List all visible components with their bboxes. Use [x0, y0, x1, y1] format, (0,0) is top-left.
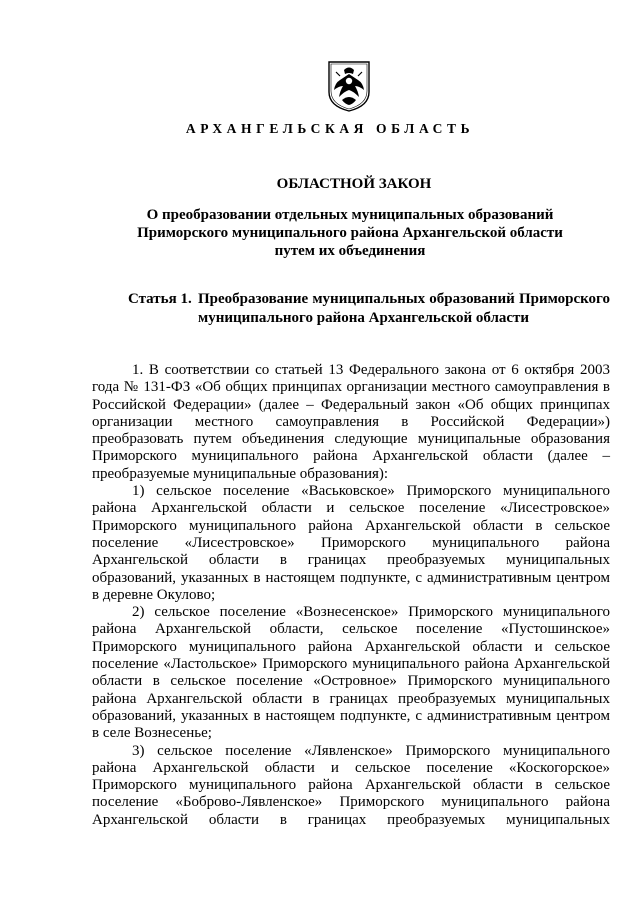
coat-of-arms-icon	[326, 60, 372, 112]
paragraph: 1. В соответствии со статьей 13 Федерального закона от 6 октября 2003 года № 131-ФЗ «Об общих принципах организации местного самоуправления в Российской Федерации» (далее – Федеральный закон «Об общих принципах организации местного самоуправления в Российской Федерации») преобразовать путем объединения следующие муниципальные образования Приморского муниципального района Архангельской области (далее – преобразуемые муниципальные образования):	[92, 362, 610, 482]
article-title: Преобразование муниципальных образований Приморского муниципального района Архангельской области	[198, 291, 610, 326]
law-title-line: путем их объединения	[274, 243, 426, 259]
law-title-line: О преобразовании отдельных муниципальных образований	[146, 207, 554, 223]
law-title-line: Приморского муниципального района Архангельской области	[137, 225, 563, 241]
paragraph: 3) сельское поселение «Лявленское» Приморского муниципального района Архангельской области и сельское поселение «Коскогорское» Приморского муниципального района Архангельской области в сельское поселение «Боброво-Лявленское» Приморского муниципального района Архангельской области в границах преобразуемых муниципальных	[92, 742, 610, 828]
region-name: АРХАНГЕЛЬСКАЯ ОБЛАСТЬ	[185, 121, 475, 136]
article-number: Статья 1.	[128, 291, 192, 307]
law-type: ОБЛАСТНОЙ ЗАКОН	[276, 176, 432, 192]
paragraph: 1) сельское поселение «Васьковское» Приморского муниципального района Архангельской области и сельское поселение «Лисестровское» Приморского муниципального района Архангельской области в сельское поселение «Лисестровское» Приморского муниципального района Архангельской области в границах преобразуемых муниципальных образований, указанных в настоящем подпункте, с административным центром в деревне Окулово;	[92, 483, 610, 603]
paragraph: 2) сельское поселение «Вознесенское» Приморского муниципального района Архангельской области, сельское поселение «Пустошинское» Приморского муниципального района Архангельской области и сельское поселение «Ластольское» Приморского муниципального района Архангельской области в сельское поселение «Островное» Приморского муниципального района Архангельской области в границах преобразуемых муниципальных образований, указанных в настоящем подпункте, с административным центром в селе Вознесенье;	[92, 604, 610, 742]
law-title	[110, 206, 590, 260]
article-body	[92, 362, 610, 829]
